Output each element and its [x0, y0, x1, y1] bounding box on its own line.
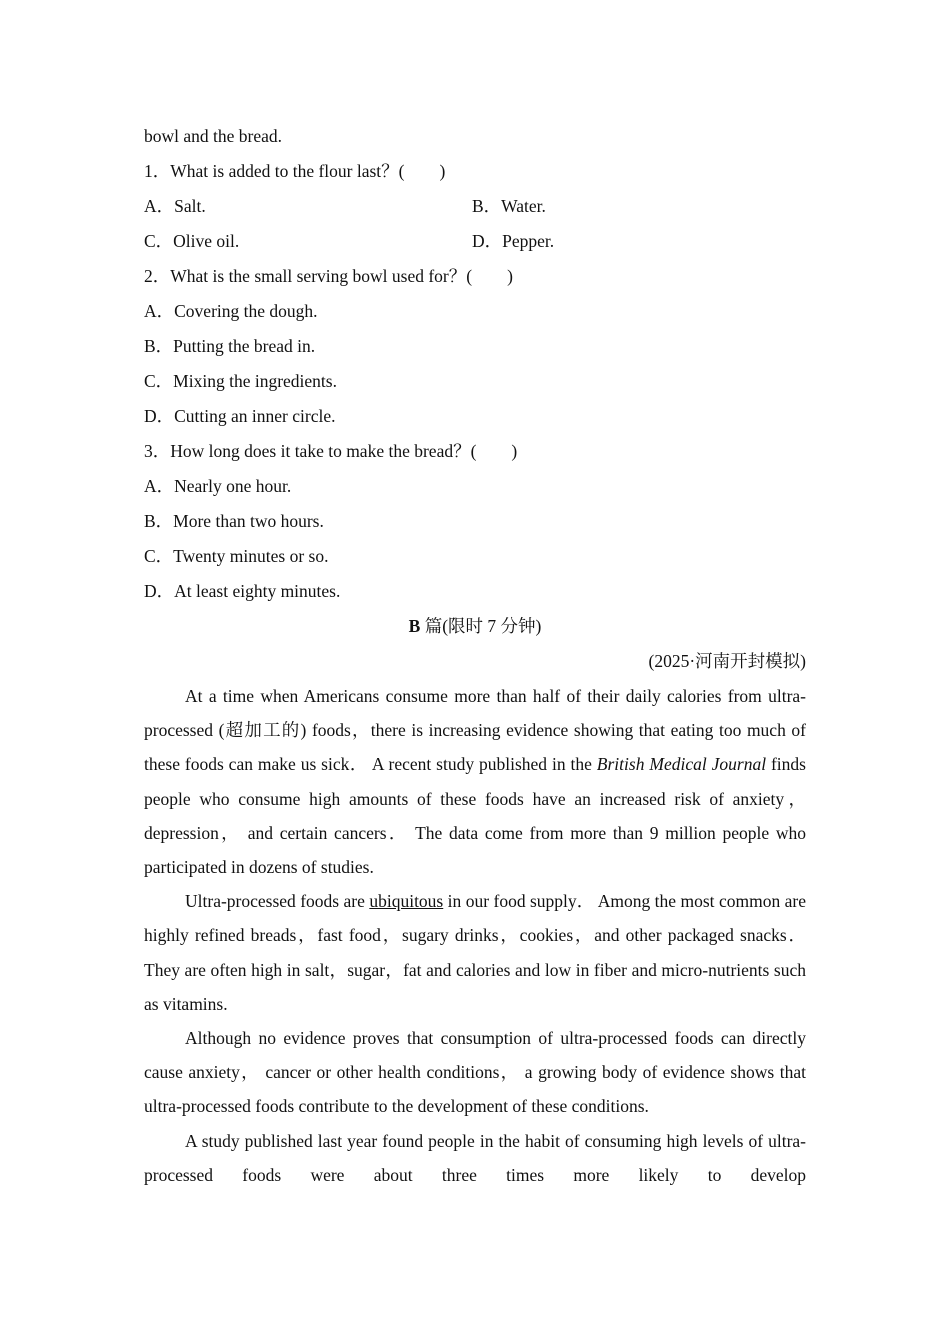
- question-1-options-row-2: [144, 224, 806, 259]
- question-2-option-c: C．Mixing the ingredients.: [144, 371, 337, 391]
- question-1-option-c: C．Olive oil.: [144, 231, 240, 251]
- underlined-word: ubiquitous: [369, 891, 444, 912]
- paragraph-2-text-b: in our food supply． Among the most common are highly refined breads，fast food，sugary drinks，cookies，and other packaged snacks． They are often high in salt，sugar，fat and calories and low in fiber and micro-nutrients such as vitamins.: [144, 891, 806, 1014]
- question-3-option-d: D．At least eighty minutes.: [144, 581, 341, 601]
- question-3-option-b: B．More than two hours.: [144, 511, 324, 531]
- question-2-stem: 2．What is the small serving bowl used for？( ): [144, 266, 513, 286]
- passage-paragraph-3: Although no evidence proves that consumption of ultra-processed foods can directly cause anxiety， cancer or other health conditions， a growing body of evidence shows that ultra-processed foods contribute to the development of these conditions.: [144, 1028, 806, 1117]
- section-title: 篇(限时 7 分钟): [420, 616, 542, 636]
- journal-title: British Medical Journal: [596, 754, 767, 775]
- paragraph-2-text-a: Ultra-processed foods are: [185, 891, 370, 912]
- question-3-option-c: C．Twenty minutes or so.: [144, 546, 329, 566]
- continuation-text: bowl and the bread.: [144, 126, 283, 146]
- question-1-option-d: D．Pepper.: [472, 231, 555, 251]
- passage-paragraph-2: [144, 884, 806, 1021]
- passage-paragraph-4: A study published last year found people in the habit of consuming high levels of ultra-processed foods were about three times more likely to develop: [144, 1130, 806, 1185]
- question-1-option-b: B．Water.: [472, 196, 546, 216]
- question-2-option-a: A．Covering the dough.: [144, 301, 318, 321]
- question-2-option-b: B．Putting the bread in.: [144, 336, 316, 356]
- paragraph-1-text-a: At a time when Americans consume more than half of their daily calories from ultra-processed (超加工的) foods，there is increasing evidence showing that eating too much of these foods can make us sick． A recent study published in the: [144, 686, 806, 775]
- question-3-option-a: A．Nearly one hour.: [144, 476, 292, 496]
- section-source: (2025·河南开封模拟): [648, 651, 806, 671]
- section-heading: [144, 609, 806, 644]
- question-3-stem: 3．How long does it take to make the bread？( ): [144, 441, 518, 461]
- page-content: [144, 119, 806, 1192]
- question-1-option-a: A．Salt.: [144, 196, 206, 216]
- section-label: B: [408, 616, 421, 636]
- question-1-stem: 1．What is added to the flour last？( ): [144, 161, 446, 181]
- question-2-option-d: D．Cutting an inner circle.: [144, 406, 336, 426]
- passage-paragraph-1: [144, 679, 806, 884]
- question-1-options-row-1: [144, 189, 806, 224]
- paragraph-1-text-b: finds people who consume high amounts of these foods have an increased risk of anxiety， depression， and certain cancers． The data come from more than 9 million people who participated in dozens of studies.: [144, 754, 806, 878]
